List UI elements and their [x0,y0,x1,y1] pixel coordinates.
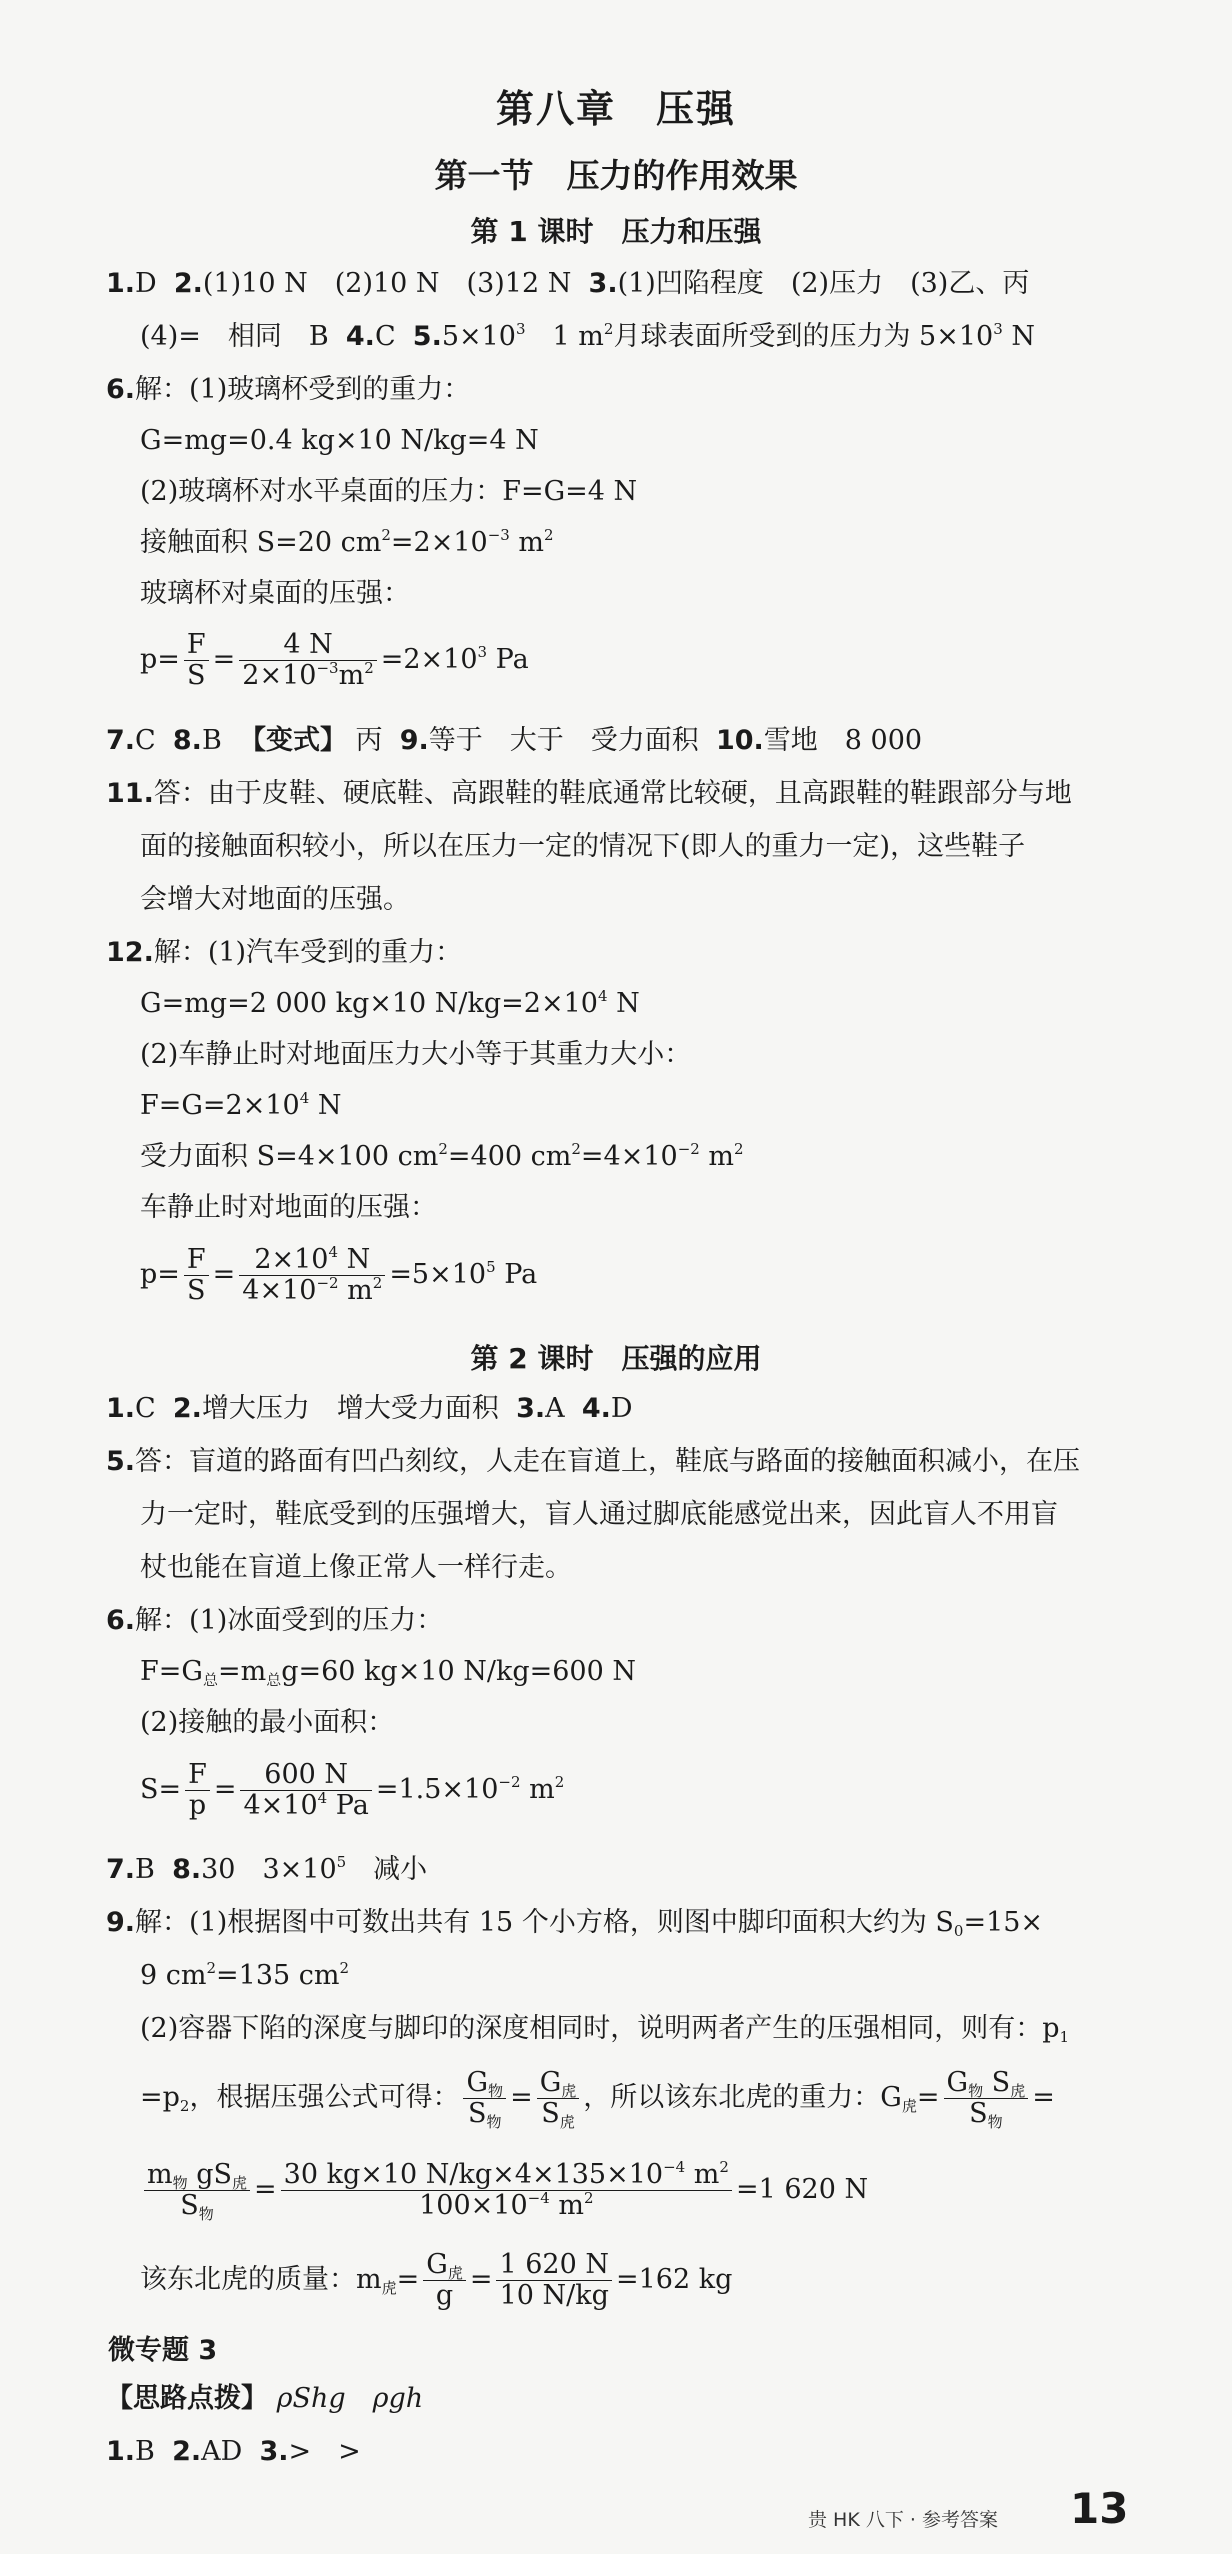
micro-topic-title: 微专题 3 [108,2335,218,2366]
answer-line: 1.C 2.增大压力 增大受力面积 3.A 4.D [106,1393,633,1424]
q-num: 1. [106,268,136,299]
q-num: 2. [173,268,203,299]
answer-line: G=mg=2 000 kg×10 $N/kg=2\times 10^4$ N [140,987,640,1019]
answer-line: 7.C 8.B 【变式】 丙 9.等于 大于 受力面积 10.雪地 8 000 [106,725,923,756]
tip-label: 【思路点拨】 [106,2383,268,2414]
answer-line: 杖也能在盲道上像正常人一样行走。 [140,1552,572,1583]
answer-line: 车静止时对地面的压强： [140,1192,437,1223]
answer-line: 6.解：(1)冰面受到的压力： [106,1605,444,1636]
answer-line: (2)玻璃杯对水平桌面的压力：F=G=4 N [140,476,638,507]
answer-line: 11.答：由于皮鞋、硬底鞋、高跟鞋的鞋底通常比较硬，且高跟鞋的鞋跟部分与地 [106,778,1072,809]
fraction: $\frac{F}{S}$ [184,630,209,691]
page-number: 13 [1070,2484,1129,2533]
chapter-title: 第八章 压强 [495,87,736,131]
variant-label: 【变式】 [238,725,347,756]
footer-label: 贵 HK 八下 · 参考答案 [808,2509,998,2531]
answer-line: 1.B 2.AD 3.> > [106,2436,361,2467]
answer-line: $F=G_总=m_总g=60$ kg×10 N/kg=600 N [140,1656,636,1689]
answer-line: 7.B 8.30 $3\times 10^5$ 减小 [106,1853,428,1885]
answer-line: (2)容器下陷的深度与脚印的深度相同时，说明两者产生的压强相同，则有：$p_1$ [140,2013,1070,2046]
answer-line: 受力面积 S=4×100 $cm^2=400$ $cm^2=4\times 10^{-2}$ $m^2$ [140,1140,744,1172]
answer-line: 面的接触面积较小，所以在压力一定的情况下(即人的重力一定)，这些鞋子 [140,831,1026,862]
answer-line: 1.D 2.(1)10 N (2)10 N (3)12 N 3.(1)凹陷程度 (2)压力 (3)乙、丙 [106,268,1030,299]
formula-line: p= $\frac{F}{S}$ = $\frac{2\times 10^4 N}{4\times 10^{-2} m^2}$ $=5\times 10^5$ Pa [140,1243,538,1306]
formula-line: $\frac{m_物 gS_虎}{S_物}$ = $\frac{30 kg\times 10 N/kg\times 4\times 135\times 10^{-4} m^2}{100\times 10^{-4} m^2}$ =1 620 N [140,2160,868,2221]
formula-line: $=p_2$，根据压强公式可得： $\frac{G_物}{S_物}$ = $\frac{G_虎}{S_虎}$ ，所以该东北虎的重力：$G_虎=$ $\frac{G_物 S_虎}{S_物}$ = [140,2067,1055,2131]
formula-line: S= $\frac{F}{p}$ = $\frac{600 N}{4\times 10^4 Pa}$ $=1.5\times 10^{-2}$ $m^2$ [140,1759,565,1821]
answer-line: 6.解：(1)玻璃杯受到的重力： [106,374,471,405]
formula-line: p= $\frac{F}{S}$ = $\frac{4 N}{2\times 10^{-3}m^2}$ $=2\times 10^3$ Pa [140,629,529,691]
answer-line: 接触面积 S=20 $cm^2=2\times 10^{-3}$ $m^2$ [140,526,554,558]
answer-line: 9 $cm^2=135$ $cm^2$ [140,1959,350,1991]
answer-line: 【思路点拨】 ρShg ρgh [106,2383,424,2414]
answer-line: 9.解：(1)根据图中可数出共有 15 个小方格，则图中脚印面积大约为 $S_0=15\times$ [106,1907,1044,1940]
answer-line: (2)车静止时对地面压力大小等于其重力大小： [140,1039,692,1070]
section-title: 第一节 压力的作用效果 [434,156,798,195]
fraction: $\frac{4 N}{2\times 10^{-3}m^2}$ [239,630,376,691]
formula-line: 该东北虎的质量：$m_虎=$ $\frac{G_虎}{g}$ = $\frac{1 620 N}{10 N/kg}$ =162 kg [140,2249,733,2311]
answer-line: $F=G=2\times 10^4$ N [140,1089,342,1121]
answer-line: 会增大对地面的压强。 [140,884,410,915]
lesson2-title: 第 2 课时 压强的应用 [470,1342,762,1375]
answer-line: 12.解：(1)汽车受到的重力： [106,937,463,968]
answer-line: (2)接触的最小面积： [140,1707,395,1738]
lesson1-title: 第 1 课时 压力和压强 [470,215,762,248]
answer-line: G=mg=0.4 kg×10 N/kg=4 N [140,425,539,456]
answer-line: (4)= 相同 B 4.C $5.5\times 10^3$ 1 $m^2$月球表面所受到的压力为 $5\times 10^3$ N [140,320,1035,352]
q-num: 3. [588,268,618,299]
answer-line: 5.答：盲道的路面有凹凸刻纹，人走在盲道上，鞋底与路面的接触面积减小，在压 [106,1446,1081,1477]
answer-line: 玻璃杯对桌面的压强： [140,578,410,609]
answer-line: 力一定时，鞋底受到的压强增大，盲人通过脚底能感觉出来，因此盲人不用盲 [140,1499,1058,1530]
